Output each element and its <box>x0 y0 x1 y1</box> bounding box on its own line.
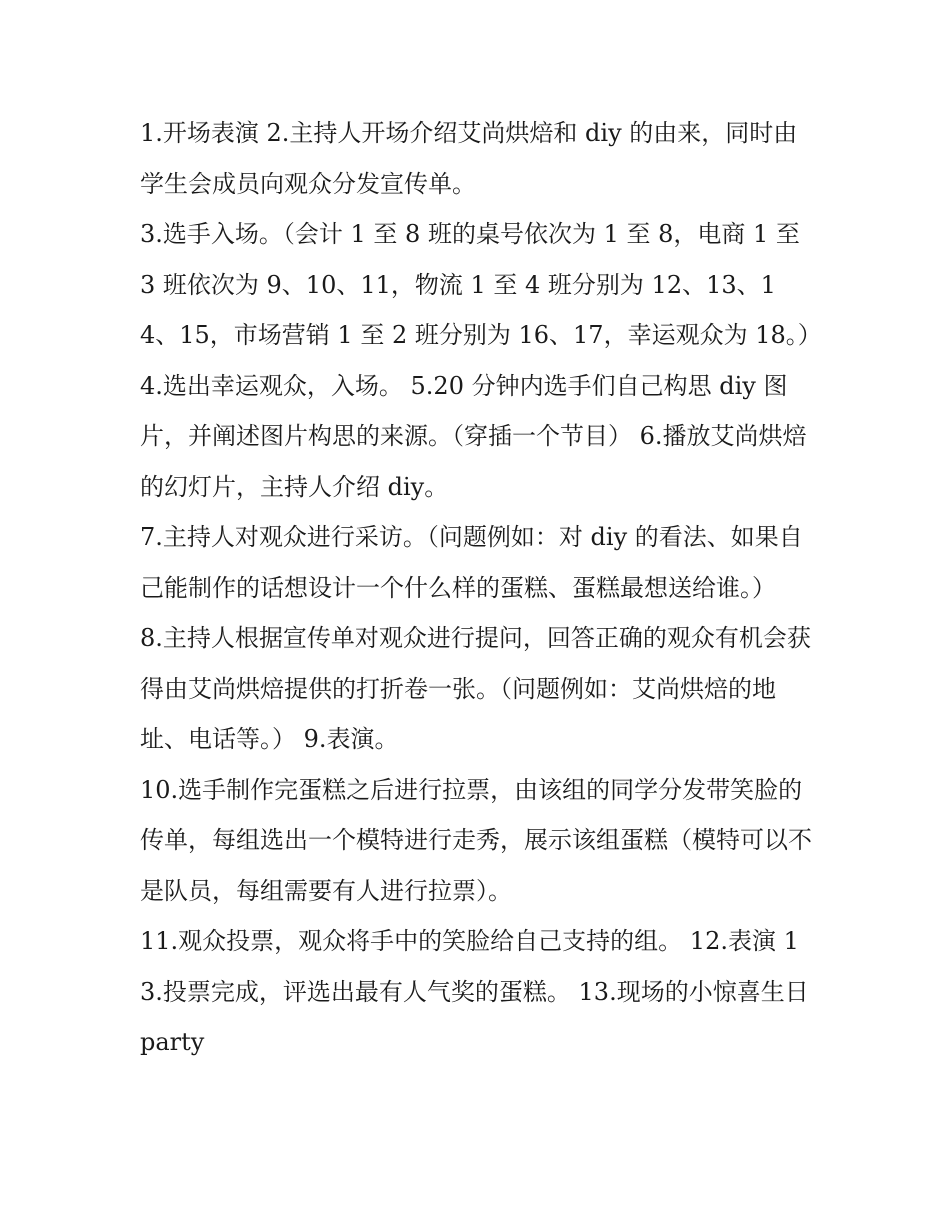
document-body <box>140 108 822 1068</box>
paragraph-contestants-entry: 3.选手入场。（会计 1 至 8 班的桌号依次为 1 至 8，电商 1 至 3 班依次为 9、10、11，物流 1 至 4 班分别为 12、13、14、15，市场营销 1 至 2 班分别为 16、17，幸运观众为 18。） <box>140 220 822 349</box>
paragraph-audience-interview: 7.主持人对观众进行采访。（问题例如：对 diy 的看法、如果自己能制作的话想设计一个什么样的蛋糕、蛋糕最想送给谁。） <box>140 523 803 602</box>
paragraph-audience-quiz: 8.主持人根据宣传单对观众进行提问，回答正确的观众有机会获得由艾尚烘焙提供的打折卷一张。（问题例如：艾尚烘焙的地址、电话等。） 9.表演。 <box>140 624 811 753</box>
paragraph-opening: 1.开场表演 2.主持人开场介绍艾尚烘焙和 diy 的由来，同时由学生会成员向观众分发宣传单。 <box>140 119 798 198</box>
paragraph-lucky-audience: 4.选出幸运观众，入场。 5.20 分钟内选手们自己构思 diy 图片，并阐述图片构思的来源。（穿插一个节目） 6.播放艾尚烘焙的幻灯片，主持人介绍 diy。 <box>140 371 807 501</box>
paragraph-voting-finale: 11.观众投票，观众将手中的笑脸给自己支持的组。 12.表演 13.投票完成，评选出最有人气奖的蛋糕。 13.现场的小惊喜生日 party <box>140 927 809 1056</box>
paragraph-vote-canvassing: 10.选手制作完蛋糕之后进行拉票，由该组的同学分发带笑脸的传单，每组选出一个模特进行走秀，展示该组蛋糕（模特可以不是队员，每组需要有人进行拉票）。 <box>140 775 812 905</box>
